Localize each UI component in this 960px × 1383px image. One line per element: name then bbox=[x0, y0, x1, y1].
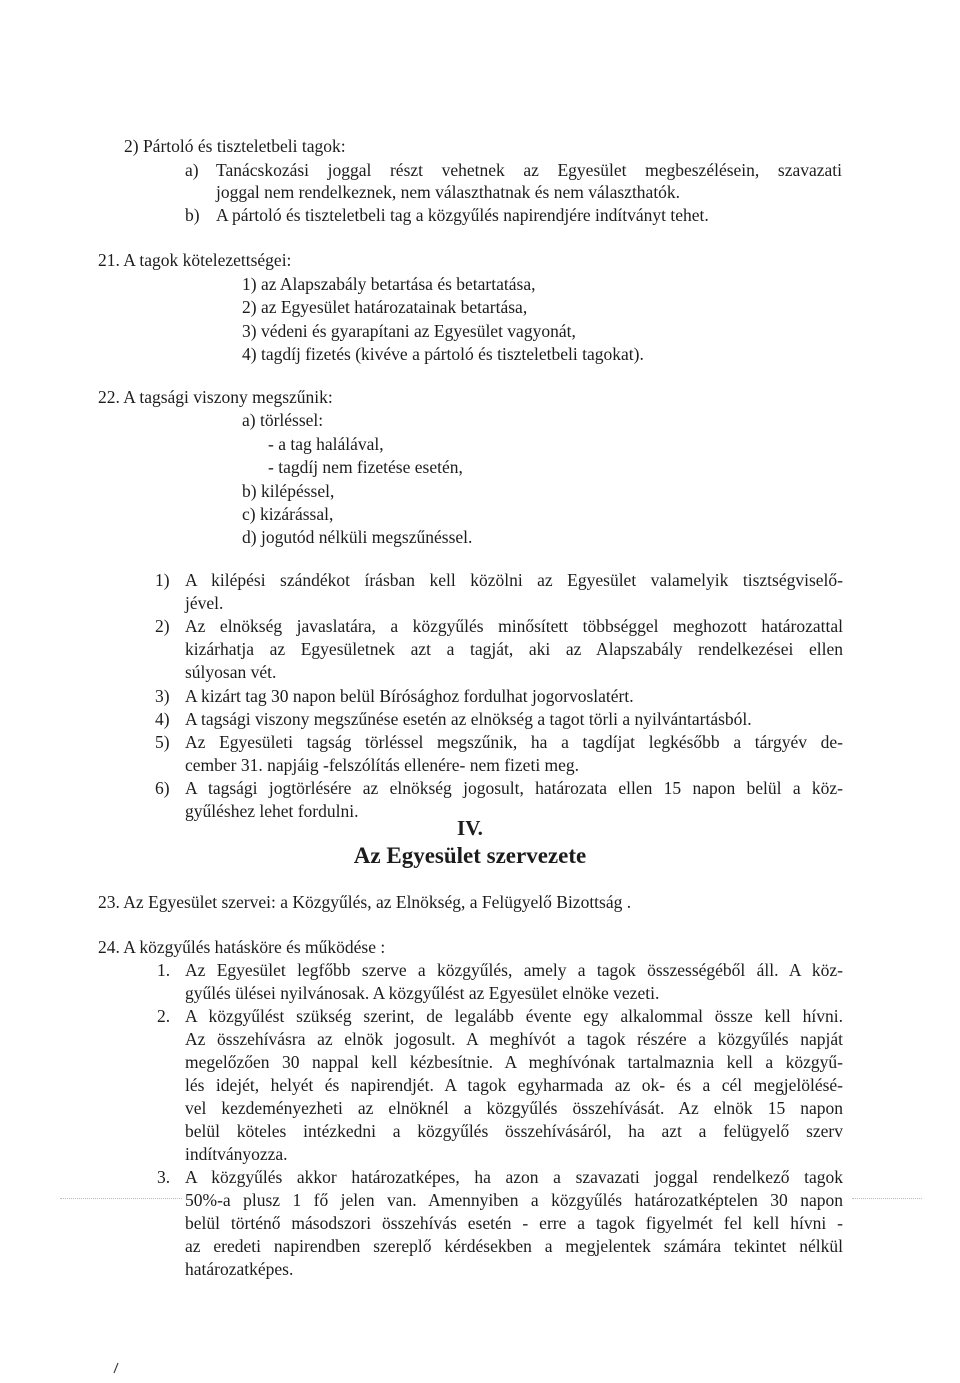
paragraph-line: A közgyűlés akkor határozatképes, ha azon a szavazati joggal rendelkező tagok bbox=[185, 1167, 843, 1187]
members-heading: 2) Pártoló és tiszteletbeli tagok: bbox=[124, 136, 346, 156]
item-b-line: A pártoló és tiszteletbeli tag a közgyűlés napirendjére indítványt tehet. bbox=[216, 205, 709, 225]
paragraph-line: belül köteles intézkedni a közgyűlés összehívásáról, ha azt a felügyelő szerv bbox=[185, 1121, 843, 1141]
paragraph-line: gyűlés ülései nyilvánosak. A közgyűlést az Egyesület elnöke vezeti. bbox=[185, 983, 660, 1003]
paragraph-line: határozatképes. bbox=[185, 1259, 294, 1279]
chapter-number: IV. bbox=[457, 816, 483, 840]
paragraph-line: lés idejét, helyét és napirendjét. A tagok egyharmada az ok- és a cél megjelölésé- bbox=[185, 1075, 843, 1095]
termination-item-b: b) kilépéssel, bbox=[242, 481, 335, 501]
paragraph-line: az eredeti napirendben szereplő kérdésekben a megjelentek számára tekintet nélkül bbox=[185, 1236, 843, 1256]
paragraph-line: A kizárt tag 30 napon belül Bírósághoz fordulhat jogorvoslatért. bbox=[185, 686, 634, 706]
paragraph-number: 4) bbox=[155, 709, 170, 729]
paragraph-line: kizárhatja az Egyesületnek azt a tagját, aki az Alapszabály rendelkezései ellen bbox=[185, 639, 843, 659]
chapter-title: Az Egyesület szervezete bbox=[353, 843, 587, 868]
item-b-label: b) bbox=[185, 205, 200, 225]
list-number: 2. bbox=[157, 1006, 171, 1026]
obligation-item: 4) tagdíj fizetés (kivéve a pártoló és tiszteletbeli tagokat). bbox=[242, 344, 644, 364]
paragraph-line: megelőzően 30 nappal kell kézbesítnie. A meghívónak tartalmaznia kell a közgyű- bbox=[185, 1052, 843, 1072]
paragraph-number: 1) bbox=[155, 570, 170, 590]
termination-item-c: c) kizárással, bbox=[242, 504, 334, 524]
item-a-line: Tanácskozási joggal részt vehetnek az Egyesület megbeszélésein, szavazati bbox=[216, 160, 842, 180]
item-a-line: joggal nem rendelkeznek, nem választhatnak és nem választhatók. bbox=[216, 182, 681, 202]
paragraph-number: 2) bbox=[155, 616, 170, 636]
paragraph-line: gyűléshez lehet fordulni. bbox=[185, 801, 359, 821]
paragraph-line: Az Egyesület legfőbb szerve a közgyűlés, amely a tagok összességéből áll. A köz- bbox=[185, 960, 843, 980]
paragraph-line: A közgyűlést szükség szerint, de legalább évente egy alkalommal össze kell hívni. bbox=[185, 1006, 843, 1026]
paragraph-line: indítványozza. bbox=[185, 1144, 288, 1164]
paragraph-line: A tagsági jogtörlésére az elnökség jogosult, határozata ellen 15 napon belül a köz- bbox=[185, 778, 843, 798]
section-21-heading: 21. A tagok kötelezettségei: bbox=[98, 250, 292, 270]
paragraph-line: Az összehívásra az elnök jogosult. A meghívót a tagok részére a közgyűlés napját bbox=[185, 1029, 843, 1049]
paragraph-line: jével. bbox=[185, 593, 224, 613]
termination-subitem: - a tag halálával, bbox=[268, 434, 384, 454]
termination-subitem: - tagdíj nem fizetése esetén, bbox=[268, 457, 463, 477]
scan-dotted-line bbox=[60, 1198, 182, 1199]
obligation-item: 3) védeni és gyarapítani az Egyesület vagyonát, bbox=[242, 321, 576, 341]
paragraph-line: Az Egyesületi tagság törléssel megszűnik, ha a tagdíjat legkésőbb a tárgyév de- bbox=[185, 732, 843, 752]
termination-item-a: a) törléssel: bbox=[242, 410, 324, 430]
paragraph-line: 50%-a plusz 1 fő jelen van. Amennyiben a közgyűlés határozatképtelen 30 napon bbox=[185, 1190, 843, 1210]
paragraph-line: A tagsági viszony megszűnése esetén az elnökség a tagot törli a nyilvántartásból. bbox=[185, 709, 752, 729]
paragraph-number: 3) bbox=[155, 686, 170, 706]
termination-item-d: d) jogutód nélküli megszűnéssel. bbox=[242, 527, 473, 547]
section-24-heading: 24. A közgyűlés hatásköre és működése : bbox=[98, 937, 386, 957]
obligation-item: 2) az Egyesület határozatainak betartása, bbox=[242, 297, 528, 317]
section-22-heading: 22. A tagsági viszony megszűnik: bbox=[98, 387, 333, 407]
paragraph-line: cember 31. napjáig -felszólítás ellenére- nem fizeti meg. bbox=[185, 755, 580, 775]
paragraph-line: belül történő másodszori összehívás esetén - erre a tagok figyelmét fel kell hívni - bbox=[185, 1213, 843, 1233]
section-23-text: 23. Az Egyesület szervei: a Közgyűlés, az Elnökség, a Felügyelő Bizottság . bbox=[98, 892, 632, 912]
item-a-label: a) bbox=[185, 160, 199, 180]
scan-dotted-line bbox=[852, 1198, 922, 1199]
list-number: 1. bbox=[157, 960, 171, 980]
paragraph-line: Az elnökség javaslatára, a közgyűlés minősített többséggel meghozott határozattal bbox=[185, 616, 843, 636]
paragraph-number: 6) bbox=[155, 778, 170, 798]
paragraph-line: A kilépési szándékot írásban kell közölni az Egyesület valamelyik tisztségviselő- bbox=[185, 570, 843, 590]
list-number: 3. bbox=[157, 1167, 171, 1187]
obligation-item: 1) az Alapszabály betartása és betartatása, bbox=[242, 274, 536, 294]
paragraph-number: 5) bbox=[155, 732, 170, 752]
paragraph-line: súlyosan vét. bbox=[185, 662, 277, 682]
paragraph-line: vel kezdeményezheti az elnöknél a közgyűlés összehívását. Az elnök 15 napon bbox=[185, 1098, 843, 1118]
pen-mark bbox=[112, 1362, 120, 1374]
